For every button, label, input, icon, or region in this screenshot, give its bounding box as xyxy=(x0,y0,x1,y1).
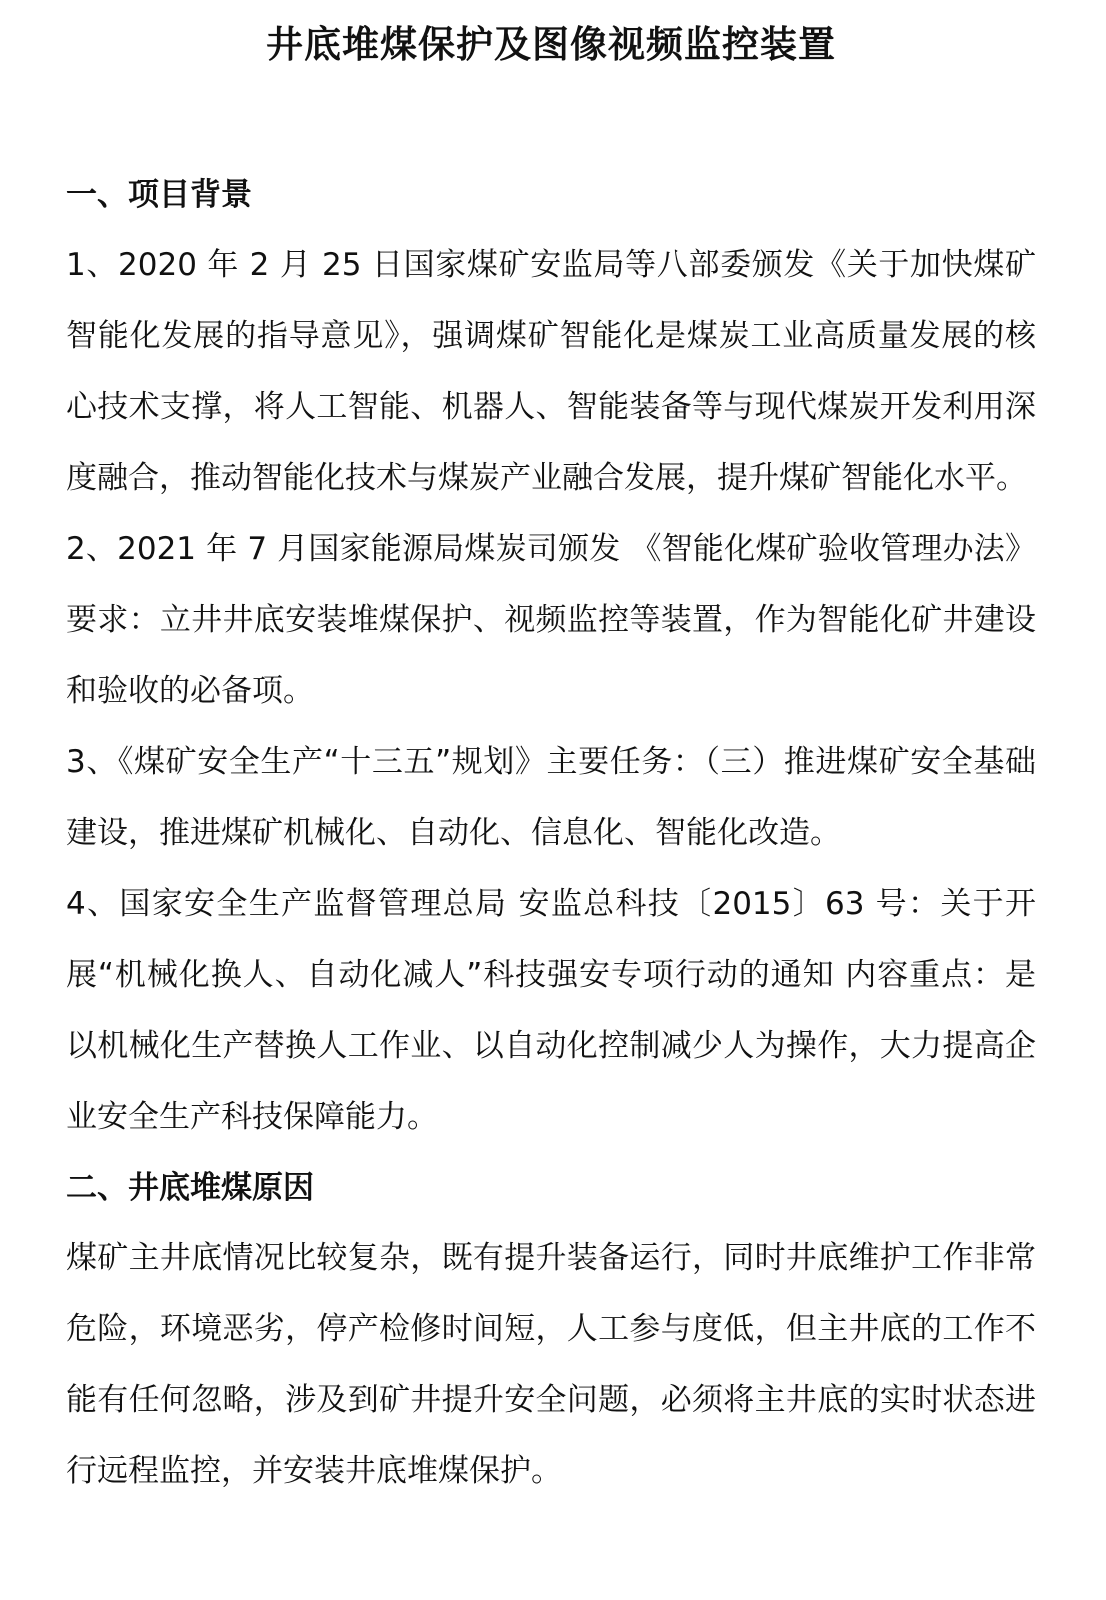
paragraph-policy-4: 4、国家安全生产监督管理总局 安监总科技〔2015〕63 号：关于开展“机械化换人、自动化减人”科技强安专项行动的通知 内容重点：是以机械化生产替换人工作业、以自动化控制减少人为操作，大力提高企业安全生产科技保障能力。 xyxy=(66,886,1036,1135)
paragraph-policy-2: 2、2021 年 7 月国家能源局煤炭司颁发 《智能化煤矿验收管理办法》要求：立井井底安装堆煤保护、视频监控等装置，作为智能化矿井建设和验收的必备项。 xyxy=(66,531,1036,709)
paragraph-policy-3: 3、《煤矿安全生产“十三五”规划》主要任务：（三）推进煤矿安全基础建设，推进煤矿机械化、自动化、信息化、智能化改造。 xyxy=(66,744,1036,851)
section-coal-accumulation-causes xyxy=(66,1153,1036,1507)
document-title: 井底堆煤保护及图像视频监控装置 xyxy=(266,23,836,66)
section-heading-coal-accumulation-causes: 二、井底堆煤原因 xyxy=(66,1170,314,1206)
section-heading-project-background: 一、项目背景 xyxy=(66,177,252,213)
paragraph-policy-1: 1、2020 年 2 月 25 日国家煤矿安监局等八部委颁发《关于加快煤矿智能化发展的指导意见》，强调煤矿智能化是煤炭工业高质量发展的核心技术支撑，将人工智能、机器人、智能装备等与现代煤炭开发利用深度融合，推动智能化技术与煤炭产业融合发展，提升煤矿智能化水平。 xyxy=(66,247,1036,496)
section-project-background xyxy=(66,160,1036,1153)
paragraph-causes: 煤矿主井底情况比较复杂，既有提升装备运行，同时井底维护工作非常危险，环境恶劣，停产检修时间短，人工参与度低，但主井底的工作不能有任何忽略，涉及到矿井提升安全问题，必须将主井底的实时状态进行远程监控，并安装井底堆煤保护。 xyxy=(66,1240,1036,1489)
